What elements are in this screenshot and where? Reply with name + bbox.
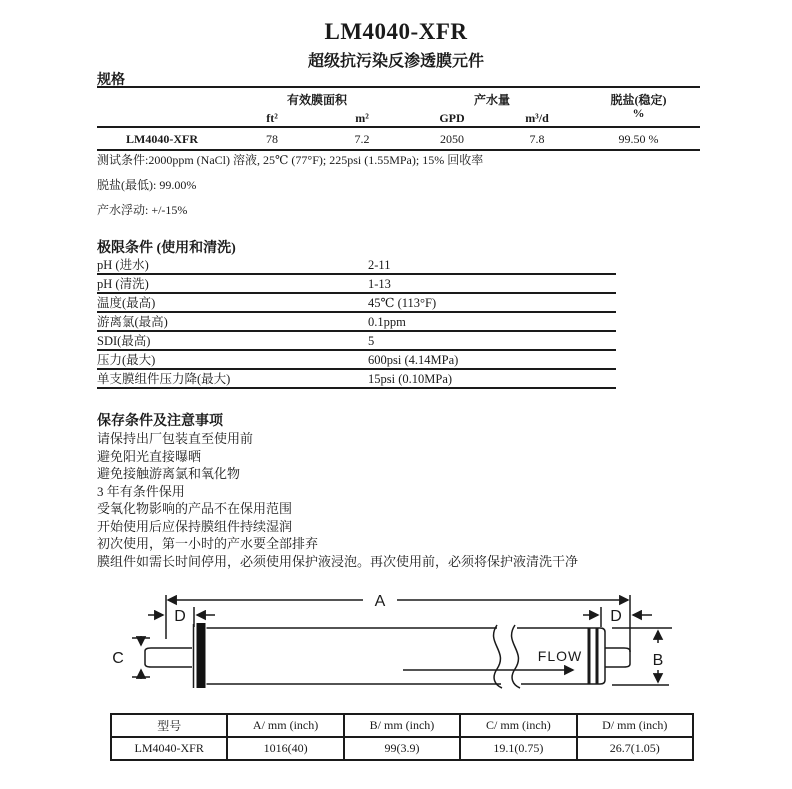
limit-label: SDI(最高) [97,334,151,348]
dims-header-c: C/ mm (inch) [460,714,576,737]
membrane-element-diagram [105,585,695,715]
spec-notes [97,151,483,226]
storage-section-heading: 保存条件及注意事项 [97,414,223,429]
limit-label: pH (进水) [97,258,149,272]
break-curve-left [494,625,502,688]
limit-label: 游离氯(最高) [97,315,168,329]
spec-unit-gpd: GPD [407,108,497,127]
limit-label: pH (清洗) [97,277,149,291]
storage-note: 3 年有条件保用 [97,483,185,499]
flow-label: FLOW [537,648,583,664]
flow-variation-note: 产水浮动: +/-15% [97,203,188,217]
storage-note: 避免阳光直接曝晒 [97,448,202,464]
storage-note: 膜组件如需长时间停用，必须使用保护液浸泡。再次使用前，必须将保护液清洗干净 [97,553,579,569]
dims-header-b: B/ mm (inch) [344,714,460,737]
limit-row-pressure [97,351,616,370]
dim-label-d-right: D [610,608,622,625]
test-conditions-note: 测试条件:2000ppm (NaCl) 溶液, 25℃ (77°F); 225psi (1.55MPa); 15% 回收率 [97,153,484,167]
spec-data-row [97,127,700,150]
dims-header-model: 型号 [111,714,227,737]
spec-area-m2: 7.2 [317,127,407,150]
limit-row-temperature [97,294,616,313]
limits-table [97,256,616,389]
left-permeate-tube [145,648,192,667]
min-rejection-note: 脱盐(最低): 99.00% [97,178,197,192]
spec-section-heading: 规格 [97,73,125,88]
spec-area-ft2: 78 [227,127,317,150]
dims-model: LM4040-XFR [111,737,227,760]
limit-value: 600psi (4.14MPa) [368,353,459,367]
limit-label: 压力(最大) [97,353,156,367]
dims-a-value: 1016(40) [227,737,343,760]
left-end-cap [197,623,206,688]
dim-label-d-left: D [174,608,186,625]
storage-note: 开始使用后应保持膜组件持续湿润 [97,518,293,534]
spec-unit-m3d: m³/d [497,108,577,127]
dims-c-value: 19.1(0.75) [460,737,576,760]
spec-rejection-value: 99.50 % [577,127,700,150]
spec-header-empty [97,87,227,108]
spec-table [97,86,700,151]
storage-note: 请保持出厂包装直至使用前 [97,431,254,446]
limit-row-ph-clean [97,275,616,294]
page-subtitle: 超级抗污染反渗透膜元件 [307,53,484,70]
spec-unit-empty [97,108,227,127]
limit-row-pressure-drop [97,370,616,389]
dims-header-d: D/ mm (inch) [577,714,693,737]
limit-value: 5 [368,334,375,348]
break-curve-right [512,625,520,688]
spec-group-header-row [97,87,700,108]
spec-header-rejection-line1: 脱盐(稳定) [610,93,667,107]
spec-header-membrane-area: 有效膜面积 [286,93,347,107]
limit-label: 单支膜组件压力降(最大) [97,372,231,386]
dimensions-table [110,713,694,761]
dim-label-a: A [374,593,386,610]
limit-value: 15psi (0.10MPa) [368,372,453,386]
spec-unit-ft2: ft² [227,108,317,127]
spec-flow-gpd: 2050 [407,127,497,150]
spec-header-rejection [577,87,700,127]
dimensions-data-row [111,737,693,760]
spec-model: LM4040-XFR [97,127,227,150]
dims-b-value: 99(3.9) [344,737,460,760]
storage-note: 初次使用，第一小时的产水要全部排弃 [97,536,319,551]
limit-value: 45℃ (113°F) [368,296,437,310]
dim-label-c: C [112,650,124,667]
limit-value: 0.1ppm [368,315,406,329]
limit-value: 1-13 [368,277,391,291]
dims-d-value: 26.7(1.05) [577,737,693,760]
limit-label: 温度(最高) [97,296,156,310]
storage-note: 受氧化物影响的产品不在保用范围 [97,501,293,516]
limit-row-sdi [97,332,616,351]
storage-notes [97,430,578,570]
dims-header-a: A/ mm (inch) [227,714,343,737]
dimensions-header-row [111,714,693,737]
limit-row-ph-feed [97,256,616,275]
limit-value: 2-11 [368,258,391,272]
spec-header-rejection-line2: % [632,106,645,120]
limit-row-free-chlorine [97,313,616,332]
storage-note: 避免接触游离氯和氧化物 [97,466,241,481]
spec-flow-m3d: 7.8 [497,127,577,150]
page-title: LM4040-XFR [324,19,468,44]
limits-section-heading: 极限条件 (使用和清洗) [97,241,236,256]
spec-unit-m2: m² [317,108,407,127]
right-permeate-tube [605,648,630,667]
dim-label-b: B [652,652,664,669]
spec-header-permeate-flow: 产水量 [473,93,510,107]
